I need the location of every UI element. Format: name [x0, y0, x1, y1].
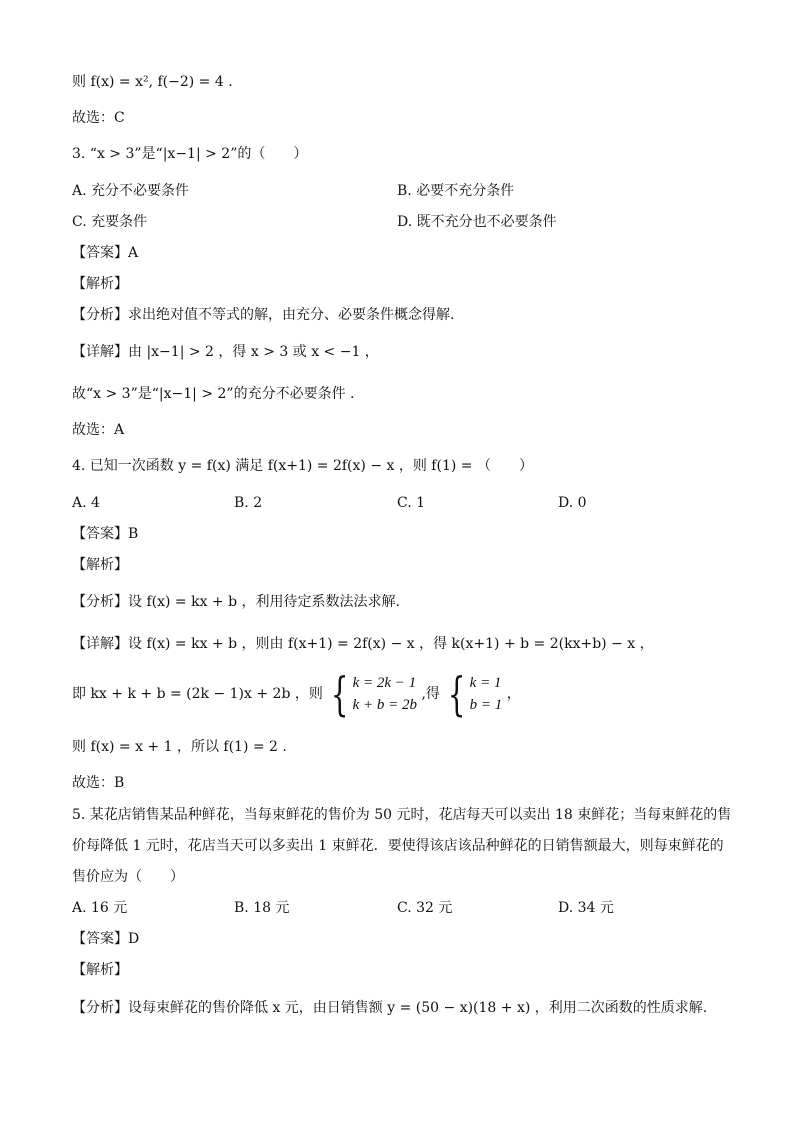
q3-option-c: C. 充要条件: [72, 214, 148, 230]
q3-conclusion: 故“x > 3”是“|x−1| > 2”的充分不必要条件 .: [72, 386, 355, 402]
system-suffix: ，: [506, 686, 521, 702]
q4-choice: 故选：B: [72, 775, 125, 791]
brace-glyph: {: [448, 667, 466, 721]
q3-option-b: B. 必要不充分条件: [397, 183, 515, 199]
equation: k + b = 2b: [352, 697, 418, 713]
text-line: 则 f(x) = x², f(−2) = 4 .: [72, 74, 233, 90]
system-prefix: 即 kx + k + b = (2k − 1)x + 2b ，则: [72, 686, 323, 702]
question-5-line1: 5. 某花店销售某品种鲜花，当每束鲜花的售价为 50 元时，花店每天可以卖出 18 束鲜花；当每束鲜花的售: [72, 807, 732, 823]
fenxi-tag: 【分析】: [72, 594, 128, 610]
q3-fenxi: [72, 305, 454, 325]
detail-tag: 【详解】: [72, 344, 128, 360]
q3-answer: 【答案】A: [72, 245, 139, 261]
equation-system-2: [444, 667, 503, 721]
fenxi-tag: 【分析】: [72, 1000, 128, 1016]
q4-system-line: [72, 667, 521, 721]
system-mid: ,得: [421, 686, 440, 702]
q5-option-a: A. 16 元: [72, 900, 128, 916]
q4-fenxi: [72, 592, 400, 612]
q3-jiexi: 【解析】: [72, 276, 128, 292]
equation: k = 2k − 1: [352, 675, 417, 691]
q4-option-b: B. 2: [234, 495, 263, 511]
question-3: 3. “x > 3”是“|x−1| > 2”的（ ）: [72, 146, 308, 162]
equation: k = 1: [469, 675, 502, 691]
q4-detail: [72, 634, 654, 654]
q5-option-b: B. 18 元: [234, 900, 290, 916]
fenxi-text: 求出绝对值不等式的解，由充分、必要条件概念得解.: [128, 307, 455, 323]
brace-glyph: {: [331, 667, 349, 721]
equation: b = 1: [469, 697, 503, 713]
equation-system-1: [327, 667, 418, 721]
fenxi-text: 设 f(x) = kx + b ，利用待定系数法法求解.: [128, 594, 400, 610]
question-5-line3: 售价应为（ ）: [72, 869, 184, 885]
detail-text: 由 |x−1| > 2 ，得 x > 3 或 x < −1 ，: [128, 344, 379, 360]
q4-option-d: D. 0: [558, 495, 587, 511]
q5-jiexi: 【解析】: [72, 962, 128, 978]
q5-answer: 【答案】D: [72, 931, 140, 947]
question-5-line2: 价每降低 1 元时，花店当天可以多卖出 1 束鲜花．要使得该店该品种鲜花的日销售额最大，则每束鲜花的: [72, 838, 724, 854]
fenxi-text: 设每束鲜花的售价降低 x 元，由日销售额 y = (50 − x)(18 + x) ，利用二次函数的性质求解.: [128, 1000, 708, 1016]
q3-option-a: A. 充分不必要条件: [72, 183, 190, 199]
q4-answer: 【答案】B: [72, 526, 139, 542]
question-4: 4. 已知一次函数 y = f(x) 满足 f(x+1) = 2f(x) − x ，则 f(1) = （ ）: [72, 458, 533, 474]
q5-fenxi: [72, 998, 707, 1018]
q3-choice: 故选：A: [72, 422, 125, 438]
q3-detail: [72, 342, 379, 362]
text-line: 故选：C: [72, 110, 125, 126]
q5-option-c: C. 32 元: [397, 900, 453, 916]
detail-text: 设 f(x) = kx + b ，则由 f(x+1) = 2f(x) − x ，得 k(x+1) + b = 2(kx+b) − x ，: [128, 636, 654, 652]
detail-tag: 【详解】: [72, 636, 128, 652]
q4-option-a: A. 4: [72, 495, 100, 511]
q3-option-d: D. 既不充分也不必要条件: [397, 214, 557, 230]
q4-result: 则 f(x) = x + 1 ，所以 f(1) = 2 .: [72, 739, 287, 755]
q4-jiexi: 【解析】: [72, 557, 128, 573]
q4-option-c: C. 1: [397, 495, 426, 511]
q5-option-d: D. 34 元: [558, 900, 614, 916]
fenxi-tag: 【分析】: [72, 307, 128, 323]
